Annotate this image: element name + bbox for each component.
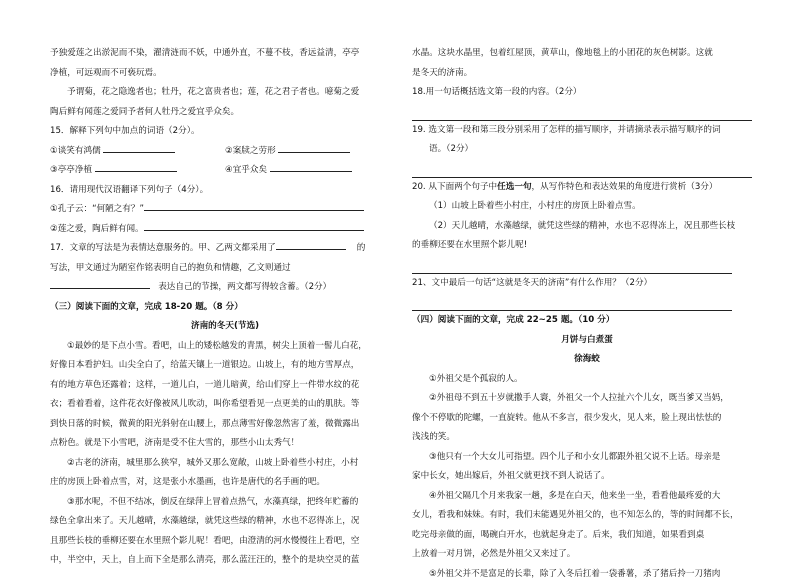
paragraph-line: 家中长女，她出嫁后，外祖父就更找不到人说话了。 bbox=[412, 467, 762, 487]
q15-row-2 bbox=[50, 161, 400, 181]
paragraph-line: 到快日落的时候，微黄的阳光斜射在山腰上，那点薄雪好像忽然害了羞，微微露出 bbox=[50, 415, 400, 435]
answer-line[interactable] bbox=[412, 160, 752, 178]
paragraph-line: 是冬天的济南。 bbox=[412, 64, 762, 84]
q16-item-1: ①孔子云：“何陋之有？” bbox=[50, 200, 400, 220]
question-17-line-1: 17．文章的写法是为表情达意服务的。甲、乙两文都采用了 的 bbox=[50, 239, 400, 259]
q15-item: ④宜乎众矣 bbox=[225, 165, 267, 175]
answer-blank[interactable] bbox=[278, 142, 350, 153]
paragraph-line: 绿色全拿出来了。天儿越晴，水藻越绿，就凭这些绿的精神，水也不忍得冻上，况 bbox=[50, 512, 400, 532]
paragraph-line: 上放着一对月饼，必然是外祖父又来过了。 bbox=[412, 545, 762, 565]
q15-item: ①谈笑有鸿儒 bbox=[50, 146, 101, 156]
answer-blank[interactable] bbox=[144, 220, 364, 231]
paragraph-line: 像个不停歇的陀螺，一直旋转。他从不多言，很少发火，见人来，脸上现出怯怯的 bbox=[412, 409, 762, 429]
paragraph-line: 吃完母亲做的面，喝碗白开水，也就起身走了。后来，我们知道，如果看到桌 bbox=[412, 526, 762, 546]
question-19-line-2: 语。（2分） bbox=[412, 140, 762, 160]
section-3-heading: （三）阅读下面的文章，完成 18-20 题。（8 分） bbox=[50, 298, 400, 318]
answer-blank[interactable] bbox=[144, 200, 364, 211]
paragraph-line: ④外祖父隔几个月来我家一趟，多是在白天，他来坐一坐，看看他最疼爱的大 bbox=[412, 487, 762, 507]
answer-blank[interactable] bbox=[50, 278, 150, 289]
question-19-line-1: 19. 选文第一段和第三段分别采用了怎样的描写顺序，并请摘录表示描写顺序的词 bbox=[412, 121, 762, 141]
article-title: 济南的冬天(节选) bbox=[50, 317, 400, 337]
article-title: 月饼与白煮蛋 bbox=[412, 331, 762, 351]
q15-item: ②案牍之劳形 bbox=[225, 146, 276, 156]
question-15: 15．解释下列句中加点的词语（2分）。 bbox=[50, 122, 400, 142]
section-4-heading: （四）阅读下面的文章，完成 22~25 题。（10 分） bbox=[412, 311, 762, 331]
poem-line: 陶后鲜有闻莲之爱同予者何人牡丹之爱宜乎众矣。 bbox=[50, 103, 400, 123]
article-author: 徐海蛟 bbox=[412, 350, 762, 370]
question-20-line-1: 20. 从下面两个句子中任选一句，从写作特色和表达效果的角度进行赏析（3分） bbox=[412, 178, 762, 198]
paragraph-line: 水晶。这块水晶里，包着红屋顶，黄草山，像地毯上的小团花的灰色树影。这就 bbox=[412, 44, 762, 64]
paragraph-line: ②外祖母不到五十岁就撒手人寰，外祖父一个人拉扯六个儿女，既当爹又当妈， bbox=[412, 389, 762, 409]
left-column bbox=[50, 44, 400, 571]
q20-option-2: （2）天儿越晴，水藻越绿，就凭这些绿的精神，水也不忍得冻上，况且那些长枝 bbox=[412, 217, 762, 237]
answer-line[interactable] bbox=[412, 103, 752, 121]
q15-row-1 bbox=[50, 142, 400, 162]
paragraph-line: 且那些长枝的垂柳还要在水里照个影儿呢！看吧，由澄清的河水慢慢往上看吧，空 bbox=[50, 532, 400, 552]
paragraph-line: 庄的房顶上卧着点雪，对，这是张小水墨画，也许是唐代的名手画的吧。 bbox=[50, 473, 400, 493]
paragraph-line: 好像日本看护妇。山尖全白了，给蓝天镶上一道银边。山坡上，有的地方雪厚点， bbox=[50, 356, 400, 376]
paragraph-line: 衣；看着看着，这件花衣好像被风儿吹动，叫你希望看见一点更美的山的肌肤。等 bbox=[50, 395, 400, 415]
paragraph-line: ③那水呢，不但不结冰，倒反在绿萍上冒着点热气，水藻真绿，把终年贮蓄的 bbox=[50, 493, 400, 513]
paragraph-line: 点粉色。就是下小雪吧，济南是受不住大雪的，那些小山太秀气！ bbox=[50, 434, 400, 454]
answer-line[interactable] bbox=[412, 256, 732, 274]
paragraph-line: ③他只有一个大女儿可指望。四个儿子和小女儿都跟外祖父说不上话。母亲是 bbox=[412, 448, 762, 468]
right-column bbox=[412, 44, 762, 584]
poem-line: 予独爱莲之出淤泥而不染，濯清涟而不妖，中通外直，不蔓不枝，香远益清，亭亭 bbox=[50, 44, 400, 64]
answer-blank[interactable] bbox=[103, 142, 175, 153]
paragraph-line: 女儿，看我和妹妹。有时，我们未能遇见外祖父的，也不知怎么的，等的时间都不长， bbox=[412, 506, 762, 526]
question-16: 16．请用现代汉语翻译下列句子（4分）。 bbox=[50, 181, 400, 201]
answer-blank[interactable] bbox=[95, 161, 177, 172]
answer-line[interactable] bbox=[412, 293, 732, 311]
q20-option-1: （1）山坡上卧着些小村庄，小村庄的房顶上卧着点雪。 bbox=[412, 197, 762, 217]
q15-item: ③亭亭净植 bbox=[50, 165, 92, 175]
paragraph-line: 浅浅的笑。 bbox=[412, 428, 762, 448]
question-17-line-3: 表达自己的节操，两文都写得较含蓄。（2分） bbox=[50, 278, 400, 298]
paragraph-line: ⑤外祖父并不是富足的长辈，除了入冬后扛着一袋番薯，杀了猪后拎一刀猪肉 bbox=[412, 565, 762, 584]
poem-line: 予谓菊，花之隐逸者也；牡丹，花之富贵者也；莲，花之君子者也。噫菊之爱 bbox=[50, 83, 400, 103]
answer-blank[interactable] bbox=[276, 239, 346, 250]
q20-option-2-cont: 的垂柳还要在水里照个影儿呢! bbox=[412, 236, 762, 256]
answer-blank[interactable] bbox=[270, 161, 352, 172]
poem-line: 净植，可远观而不可亵玩焉。 bbox=[50, 64, 400, 84]
paragraph-line: ①外祖父是个孤寂的人。 bbox=[412, 370, 762, 390]
paragraph-line: 有的地方草色还露着；这样，一道儿白，一道儿暗黄，给山们穿上一件带水纹的花 bbox=[50, 376, 400, 396]
q16-item-2: ②莲之爱，陶后鲜有闻。 bbox=[50, 220, 400, 240]
question-17-line-2: 写法，甲文通过为陋室作铭表明自己的抱负和情趣，乙文则通过 bbox=[50, 259, 400, 279]
paragraph-line: ②古老的济南，城里那么狭窄，城外又那么宽敞，山坡上卧着些小村庄，小村 bbox=[50, 454, 400, 474]
paragraph-line: ①最妙的是下点小雪。看吧，山上的矮松越发的青黑，树尖上顶着一髻儿白花， bbox=[50, 337, 400, 357]
question-21: 21、文中最后一句话“这就是冬天的济南”有什么作用？（2分） bbox=[412, 274, 762, 294]
question-18: 18.用一句话概括选文第一段的内容。（2分） bbox=[412, 83, 762, 103]
paragraph-line: 中，半空中，天上，自上而下全是那么清亮，那么蓝汪汪的，整个的是块空灵的蓝 bbox=[50, 551, 400, 571]
